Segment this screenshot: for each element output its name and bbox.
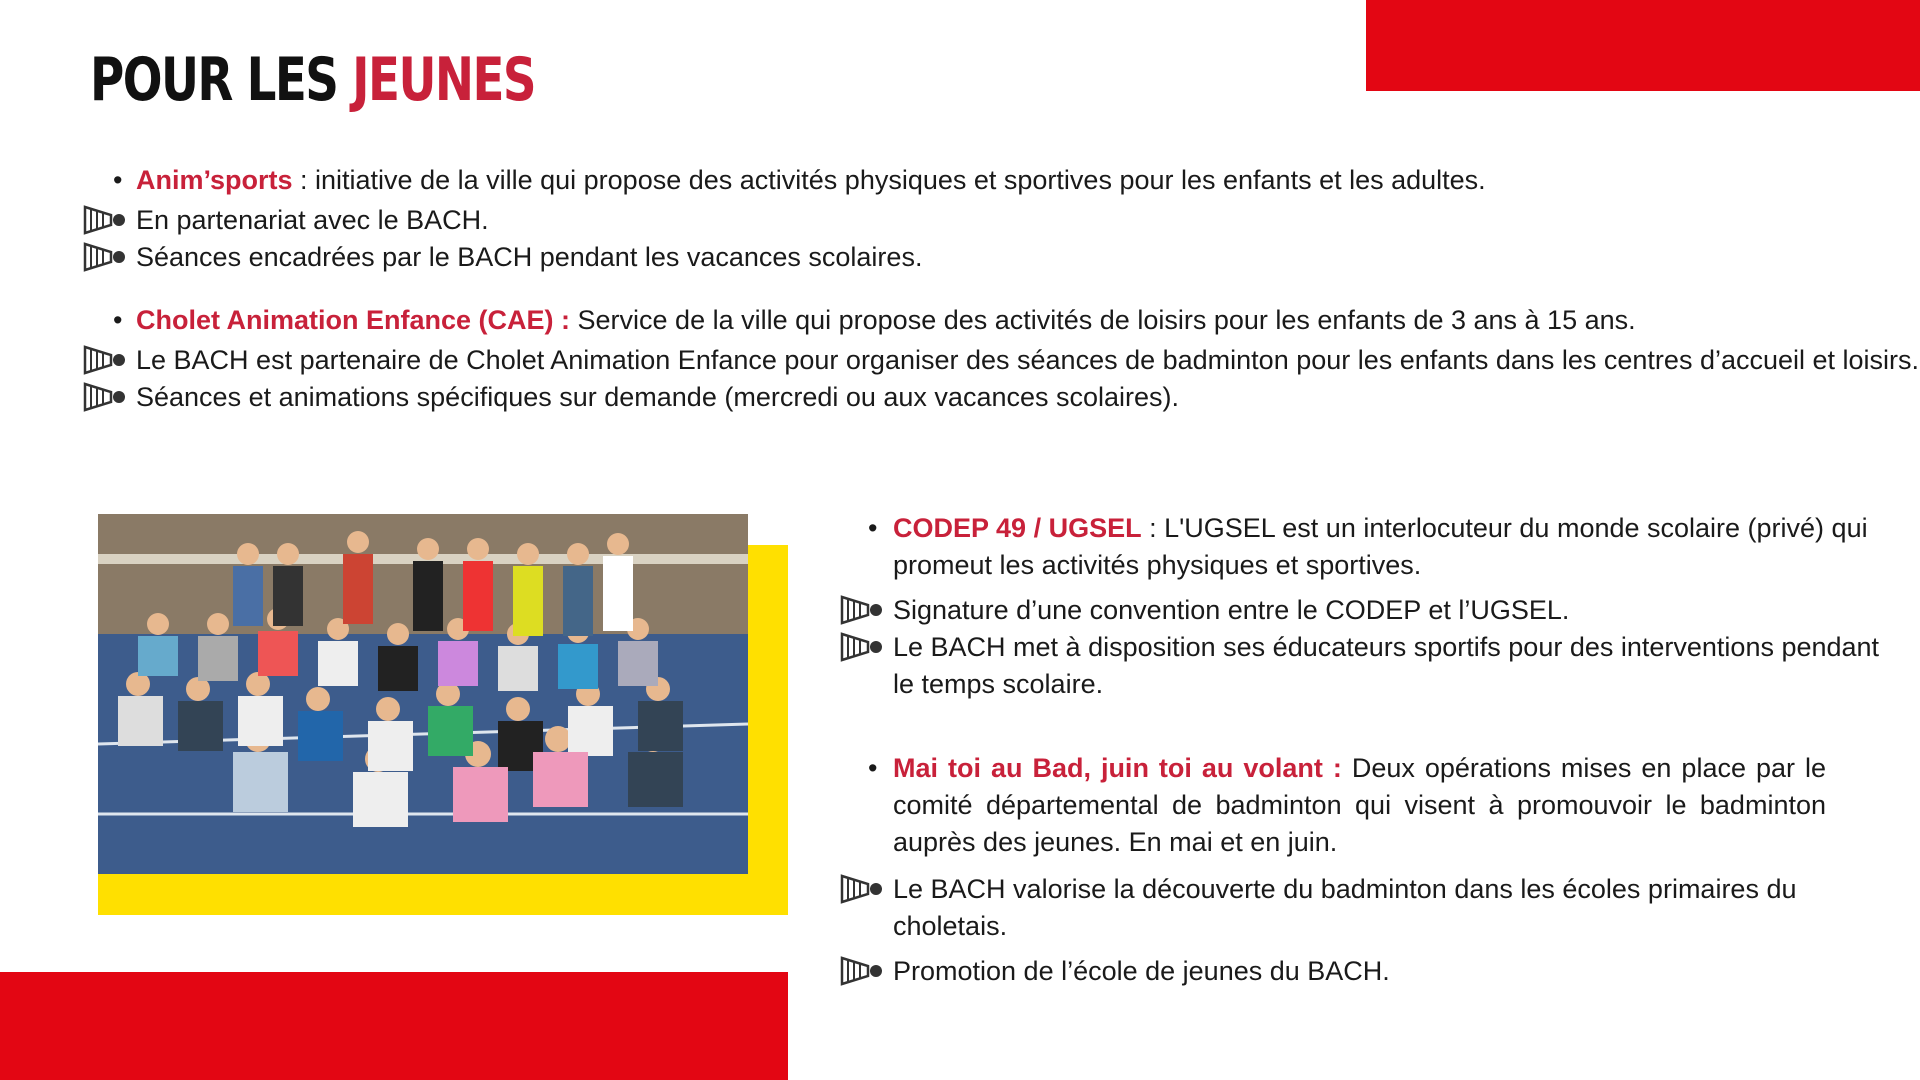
point-text: Séances encadrées par le BACH pendant les vacances scolaires. [136, 242, 923, 272]
page-title [90, 45, 536, 115]
list-item [83, 302, 1883, 339]
shuttlecock-icon [83, 343, 127, 377]
list-item [83, 342, 1920, 379]
section-heading: Mai toi au Bad, juin toi au volant : [893, 753, 1342, 783]
point-text: Le BACH est partenaire de Cholet Animation Enfance pour organiser des séances de badminton pour les enfants dans les centres d’accueil et loisirs. [136, 345, 1920, 375]
section-text: Service de la ville qui propose des activités de loisirs pour les enfants de 3 ans à 15 ans. [570, 305, 1636, 335]
shuttlecock-icon [840, 630, 884, 664]
list-item [83, 162, 1883, 199]
section-text: Deux opérations mises en place par le comité départemental de badminton qui visent à promouvoir le badminton auprès des jeunes. En mai et en juin. [893, 753, 1826, 857]
list-item [840, 629, 1880, 703]
section-heading: CODEP 49 / UGSEL [893, 513, 1142, 543]
bullet-dot: • [113, 305, 123, 335]
point-text: Le BACH valorise la découverte du badminton dans les écoles primaires du choletais. [893, 874, 1797, 941]
list-item [840, 592, 1880, 629]
list-item [840, 510, 1880, 584]
bullet-dot: • [113, 165, 123, 195]
section-animsports [83, 162, 1883, 276]
point-text: Le BACH met à disposition ses éducateurs sportifs pour des interventions pendant le temps scolaire. [893, 632, 1880, 699]
section-codep [840, 510, 1880, 703]
section-heading: Cholet Animation Enfance (CAE) : [136, 305, 571, 335]
shuttlecock-icon [840, 593, 884, 627]
point-text: Signature d’une convention entre le CODEP et l’UGSEL. [893, 595, 1570, 625]
red-banner-top [1366, 0, 1920, 91]
point-text: En partenariat avec le BACH. [136, 205, 489, 235]
group-photo-icon [98, 514, 748, 874]
list-item [840, 750, 1826, 861]
list-item [840, 871, 1880, 945]
title-word-2: JEUNES [352, 45, 536, 115]
list-item [83, 379, 1883, 416]
section-heading: Anim’sports [136, 165, 293, 195]
red-banner-bottom [0, 972, 788, 1080]
shuttlecock-icon [83, 203, 127, 237]
shuttlecock-icon [83, 380, 127, 414]
shuttlecock-icon [83, 240, 127, 274]
list-item [83, 239, 1883, 276]
point-text: Séances et animations spécifiques sur demande (mercredi ou aux vacances scolaires). [136, 382, 1180, 412]
shuttlecock-icon [840, 954, 884, 988]
section-mai [840, 750, 1880, 990]
bullet-dot: • [868, 753, 878, 783]
section-cae [83, 302, 1920, 416]
group-photo [98, 514, 748, 874]
section-text: : initiative de la ville qui propose des activités physiques et sportives pour les enfants et les adultes. [292, 165, 1486, 195]
title-word-1: POUR LES [90, 45, 338, 115]
bullet-dot: • [868, 513, 878, 543]
shuttlecock-icon [840, 872, 884, 906]
point-text: Promotion de l’école de jeunes du BACH. [893, 956, 1390, 986]
list-item [840, 953, 1880, 990]
section-text: : L'UGSEL est un interlocuteur du monde scolaire (privé) qui promeut les activités physiques et sportives. [893, 513, 1868, 580]
list-item [83, 202, 1883, 239]
